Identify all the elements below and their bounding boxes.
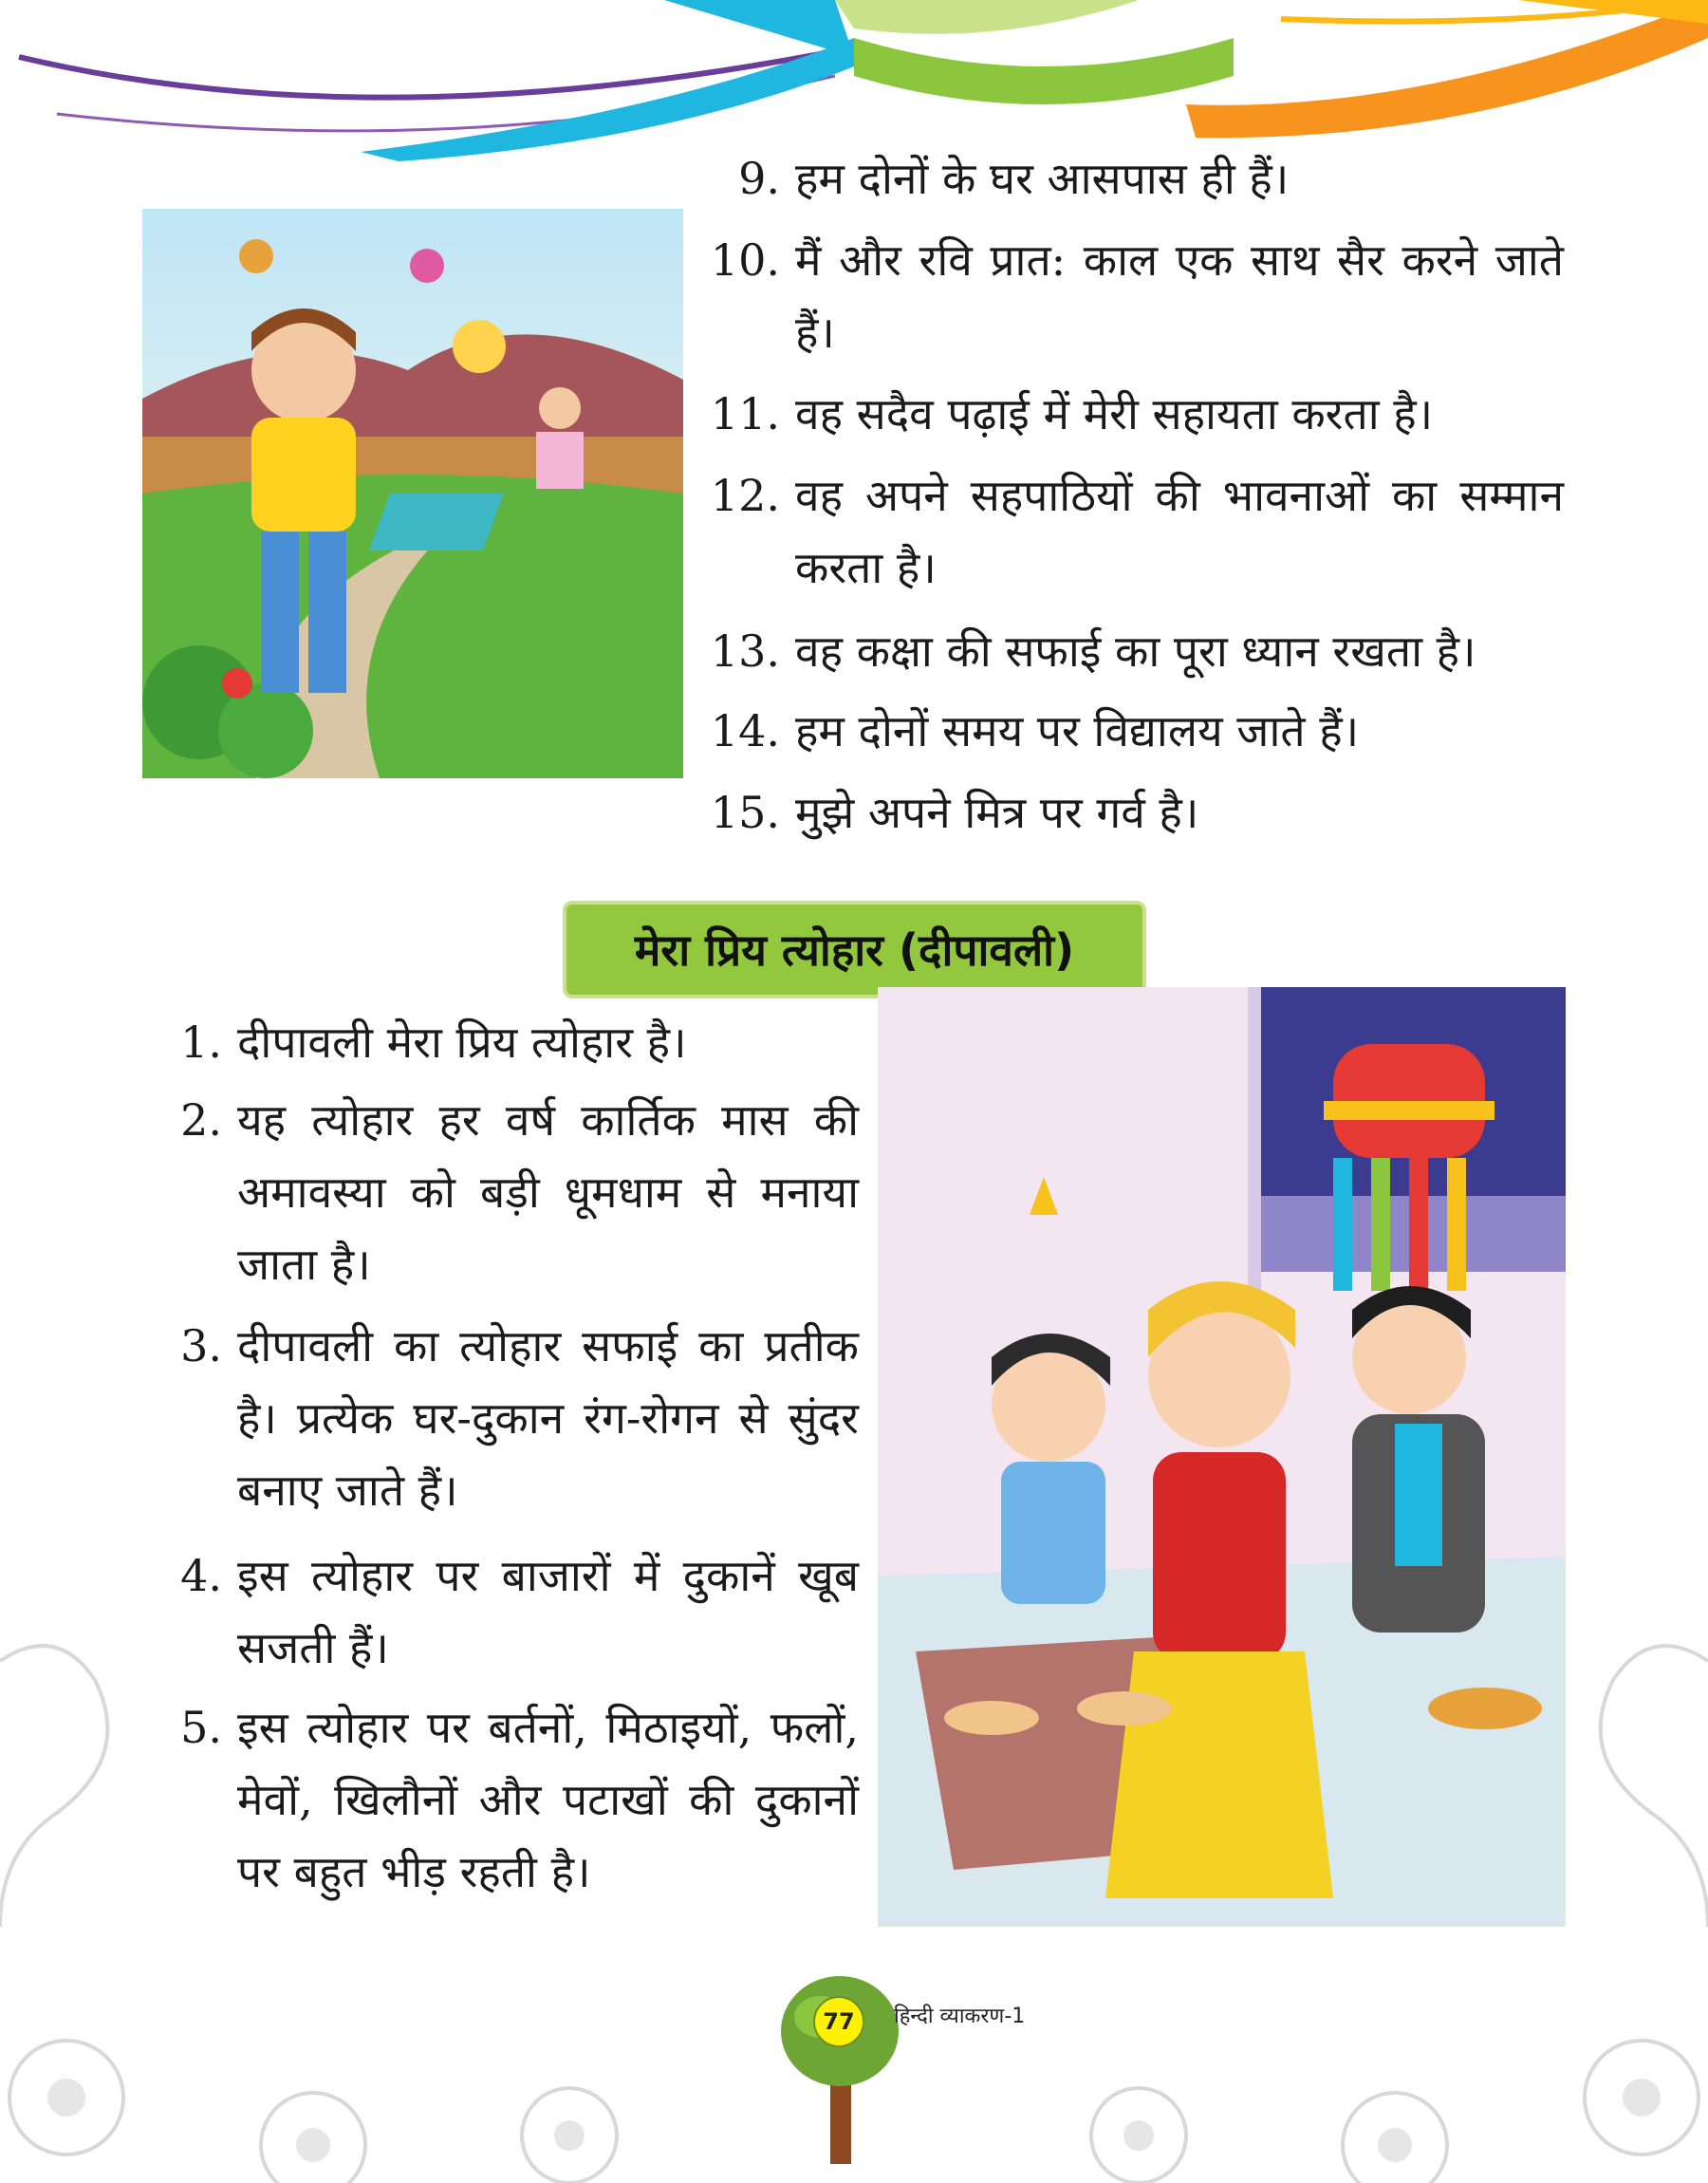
item-number: 1. (180, 1017, 222, 1068)
item-text: यह त्योहार हर वर्ष कार्तिक मास की अमावस्या को बड़ी धूमधाम से मनाया जाता है। (237, 1094, 859, 1290)
item-text: वह कक्षा की सफाई का पूरा ध्यान रखता है। (795, 625, 1476, 677)
item-text: वह अपने सहपाठियों की भावनाओं का सम्मान करता है। (795, 470, 1564, 593)
item-text: मैं और रवि प्रात: काल एक साथ सैर करने जाते हैं। (795, 234, 1564, 358)
item-text: दीपावली का त्योहार सफाई का प्रतीक है। प्रत्येक घर-दुकान रंग-रोगन से सुंदर बनाए जाते हैं। (237, 1320, 859, 1516)
item-text: हम दोनों के घर आसपास ही हैं। (795, 153, 1290, 204)
section-heading-text: मेरा प्रिय त्योहार (दीपावली) (634, 924, 1075, 976)
item-number: 5. (180, 1702, 222, 1753)
item-number: 9. (738, 153, 780, 204)
item-text: इस त्योहार पर बर्तनों, मिठाइयों, फलों, मेवों, खिलौनों और पटाखों की दुकानों पर बहुत भीड़ रहती है। (237, 1702, 859, 1897)
item-number: 11. (710, 388, 780, 439)
section-heading (566, 905, 1142, 995)
item-number: 14. (710, 705, 780, 756)
item-number: 15. (710, 787, 780, 838)
list-item (180, 1310, 859, 1526)
item-number: 4. (180, 1550, 222, 1601)
list-item (710, 615, 1564, 687)
list-item (180, 1084, 859, 1300)
item-number: 10. (710, 234, 780, 286)
list-item (710, 224, 1564, 368)
item-number: 12. (710, 470, 780, 521)
item-text: हम दोनों समय पर विद्यालय जाते हैं। (795, 705, 1360, 756)
item-text: मुझे अपने मित्र पर गर्व है। (795, 787, 1199, 838)
list-item (710, 776, 1564, 849)
list-item (710, 378, 1564, 450)
park-boy-illustration (142, 209, 683, 778)
item-text: दीपावली मेरा प्रिय त्योहार है। (237, 1017, 687, 1068)
list-item (180, 1006, 859, 1078)
item-number: 13. (710, 625, 780, 677)
book-title: हिन्दी व्याकरण-1 (894, 2005, 1026, 2028)
top-swoosh-decoration (0, 0, 1708, 161)
list-item (710, 695, 1564, 767)
list-item (710, 459, 1564, 604)
page-number: 77 (813, 1996, 864, 2047)
item-text: इस त्योहार पर बाजारों में दुकानें खूब सजती हैं। (237, 1550, 859, 1673)
list-item (738, 142, 1554, 215)
item-number: 2. (180, 1094, 222, 1146)
item-number: 3. (180, 1320, 222, 1371)
item-text: वह सदैव पढ़ाई में मेरी सहायता करता है। (795, 388, 1434, 439)
